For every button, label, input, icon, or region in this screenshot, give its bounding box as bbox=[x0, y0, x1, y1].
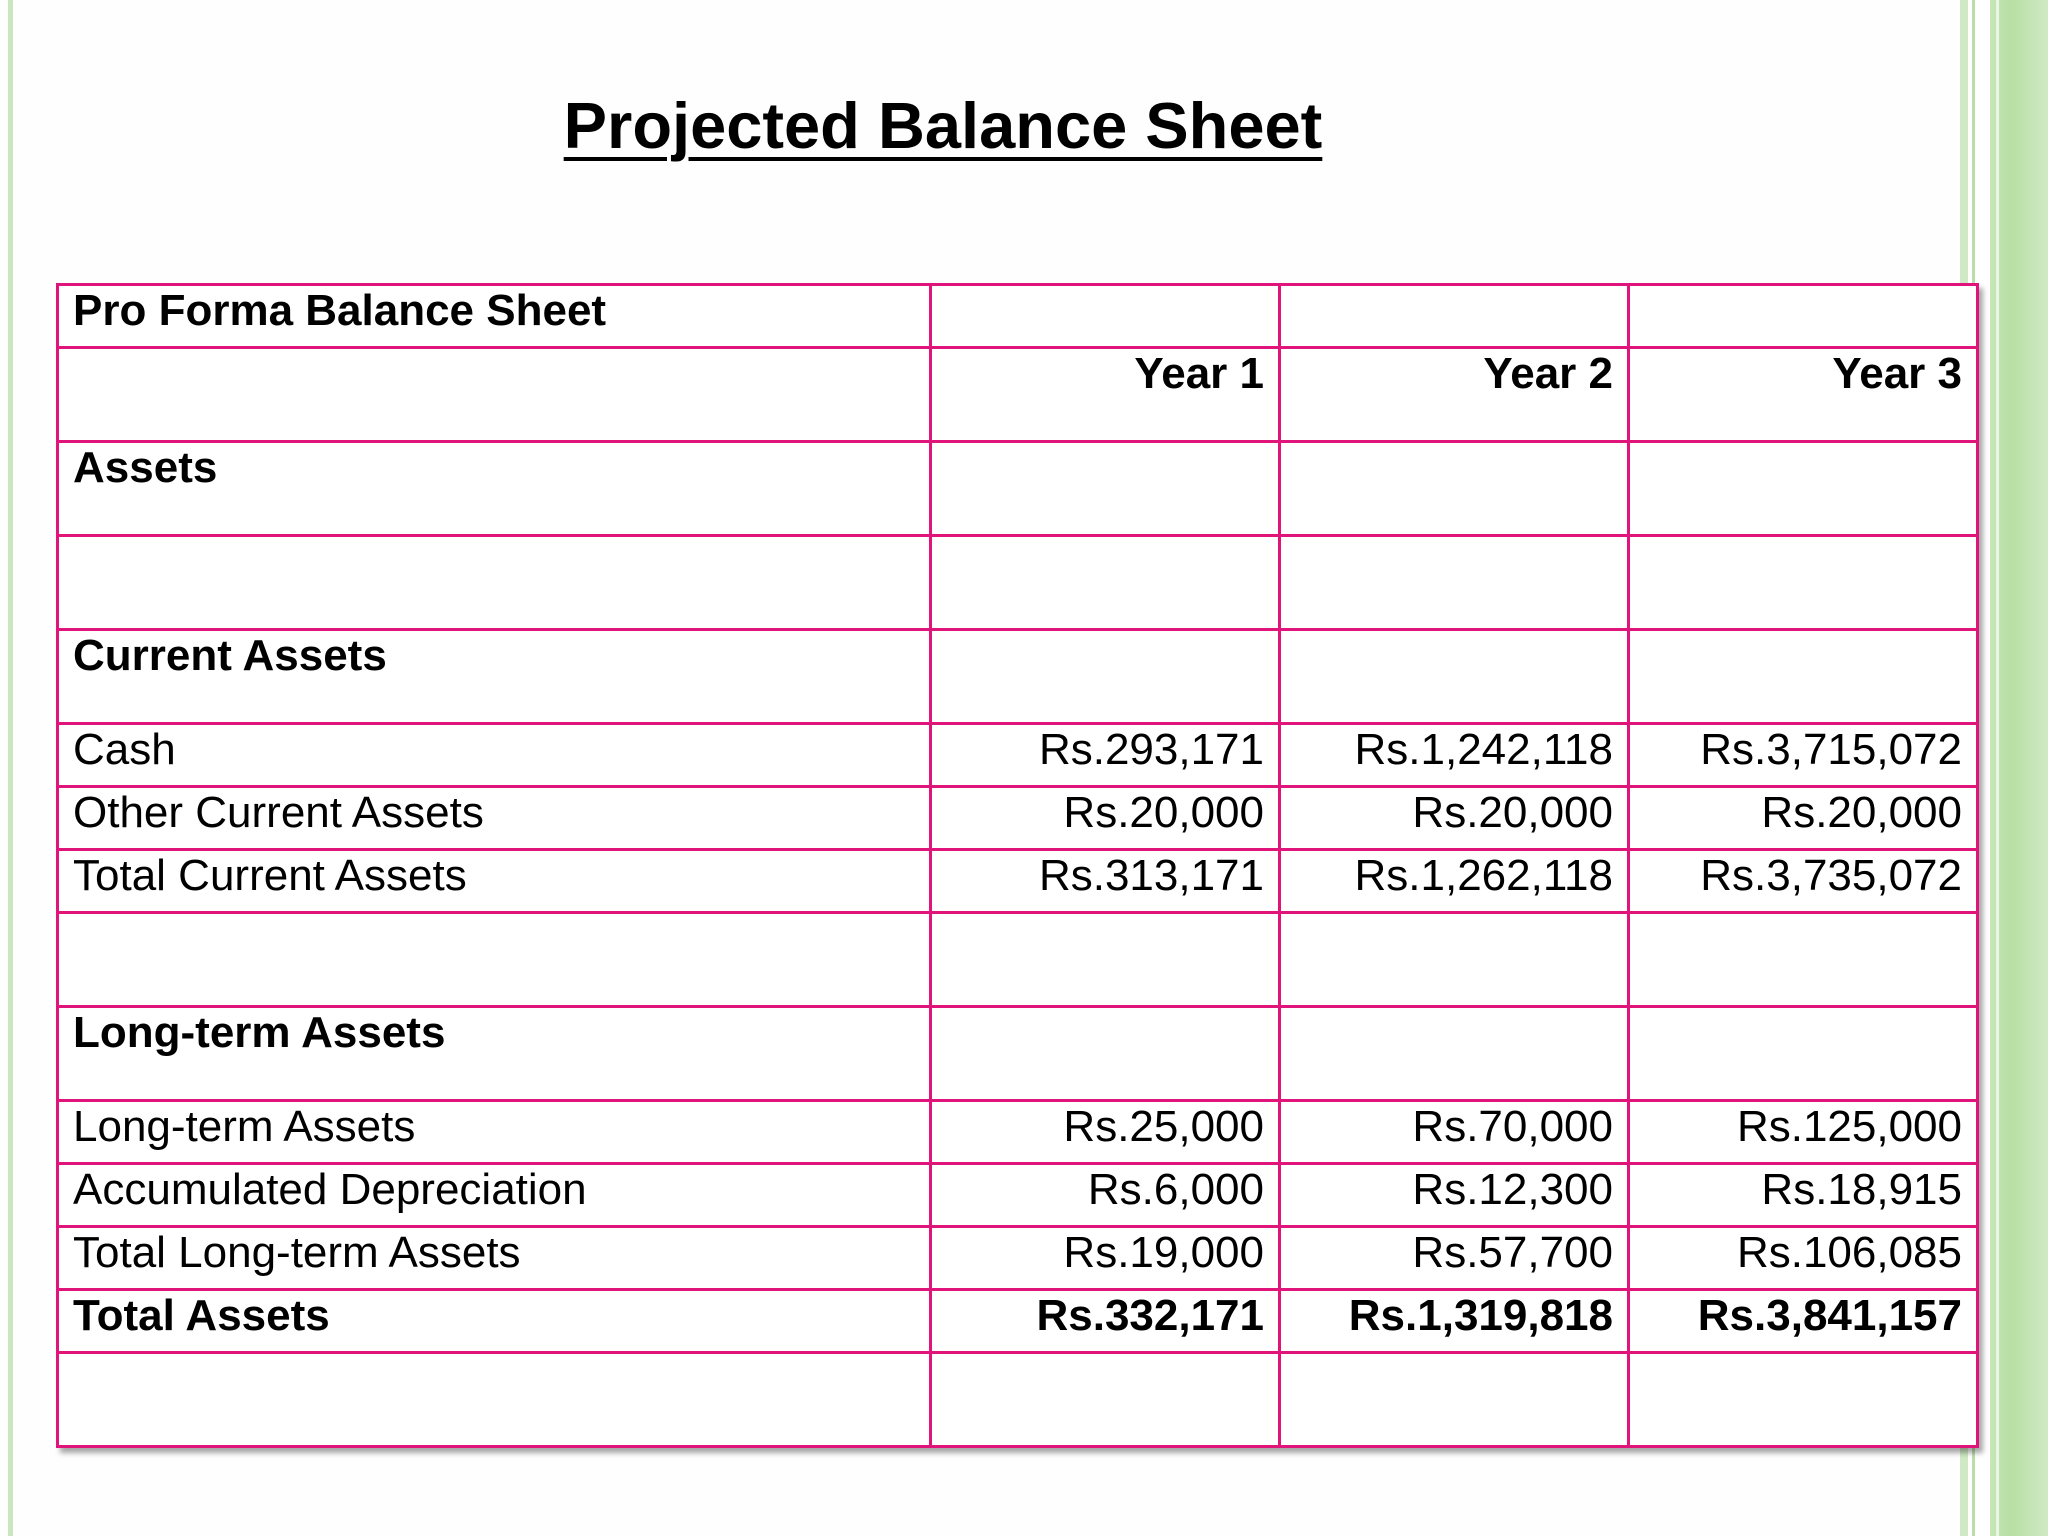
cell-year-3 bbox=[1629, 630, 1978, 724]
cell-year-1: Rs.25,000 bbox=[931, 1101, 1280, 1164]
cell-year-3 bbox=[1629, 913, 1978, 1007]
column-header-year-2: Year 2 bbox=[1280, 348, 1629, 442]
cell-year-3 bbox=[1629, 1007, 1978, 1101]
table-caption-row bbox=[58, 285, 1978, 348]
cell-year-1 bbox=[931, 630, 1280, 724]
cell-year-1 bbox=[931, 536, 1280, 630]
cell-year-3 bbox=[1629, 1353, 1978, 1447]
table-row-total-long-term-assets bbox=[58, 1227, 1978, 1290]
right-stripe-4 bbox=[1996, 0, 1999, 1536]
table-row-accumulated-depreciation bbox=[58, 1164, 1978, 1227]
empty-cell bbox=[1629, 285, 1978, 348]
cell-year-2: Rs.1,242,118 bbox=[1280, 724, 1629, 787]
cell-year-3 bbox=[1629, 442, 1978, 536]
cell-year-3: Rs.3,735,072 bbox=[1629, 850, 1978, 913]
cell-year-2 bbox=[1280, 442, 1629, 536]
row-label bbox=[58, 536, 931, 630]
cell-year-3: Rs.3,715,072 bbox=[1629, 724, 1978, 787]
cell-year-1: Rs.293,171 bbox=[931, 724, 1280, 787]
cell-year-3 bbox=[1629, 536, 1978, 630]
section-row-assets bbox=[58, 442, 1978, 536]
cell-year-2: Rs.70,000 bbox=[1280, 1101, 1629, 1164]
blank-row bbox=[58, 913, 1978, 1007]
cell-year-1 bbox=[931, 1007, 1280, 1101]
row-label: Total Assets bbox=[58, 1290, 931, 1353]
cell-year-2: Rs.20,000 bbox=[1280, 787, 1629, 850]
row-label: Long-term Assets bbox=[58, 1007, 931, 1101]
row-label: Accumulated Depreciation bbox=[58, 1164, 931, 1227]
row-label: Total Long-term Assets bbox=[58, 1227, 931, 1290]
balance-sheet-table bbox=[56, 283, 1979, 1448]
cell-year-2 bbox=[1280, 913, 1629, 1007]
row-label bbox=[58, 1353, 931, 1447]
row-label: Current Assets bbox=[58, 630, 931, 724]
table-row-total-current-assets bbox=[58, 850, 1978, 913]
row-label: Other Current Assets bbox=[58, 787, 931, 850]
cell-year-2: Rs.1,262,118 bbox=[1280, 850, 1629, 913]
cell-year-1 bbox=[931, 442, 1280, 536]
cell-year-1 bbox=[931, 1353, 1280, 1447]
cell-year-2 bbox=[1280, 1007, 1629, 1101]
row-label: Assets bbox=[58, 442, 931, 536]
table-row-total-assets bbox=[58, 1290, 1978, 1353]
cell-year-1 bbox=[931, 913, 1280, 1007]
cell-year-2: Rs.1,319,818 bbox=[1280, 1290, 1629, 1353]
table-row-other-current-assets bbox=[58, 787, 1978, 850]
table-row-cash bbox=[58, 724, 1978, 787]
cell-year-1: Rs.20,000 bbox=[931, 787, 1280, 850]
cell-year-2 bbox=[1280, 1353, 1629, 1447]
blank-row bbox=[58, 1353, 1978, 1447]
cell-year-3: Rs.18,915 bbox=[1629, 1164, 1978, 1227]
left-decorative-stripe bbox=[8, 0, 13, 1536]
page-title: Projected Balance Sheet bbox=[563, 89, 1323, 162]
cell-year-1: Rs.6,000 bbox=[931, 1164, 1280, 1227]
empty-cell bbox=[1280, 285, 1629, 348]
cell-year-3: Rs.125,000 bbox=[1629, 1101, 1978, 1164]
cell-year-1: Rs.313,171 bbox=[931, 850, 1280, 913]
cell-year-1: Rs.332,171 bbox=[931, 1290, 1280, 1353]
row-label: Cash bbox=[58, 724, 931, 787]
cell-year-3: Rs.106,085 bbox=[1629, 1227, 1978, 1290]
cell-year-1: Rs.19,000 bbox=[931, 1227, 1280, 1290]
cell-year-3: Rs.3,841,157 bbox=[1629, 1290, 1978, 1353]
cell-year-2 bbox=[1280, 536, 1629, 630]
section-row-current-assets bbox=[58, 630, 1978, 724]
column-header-year-1: Year 1 bbox=[931, 348, 1280, 442]
column-header-year-3: Year 3 bbox=[1629, 348, 1978, 442]
row-label: Long-term Assets bbox=[58, 1101, 931, 1164]
row-label bbox=[58, 913, 931, 1007]
cell-year-2: Rs.57,700 bbox=[1280, 1227, 1629, 1290]
section-row-long-term-assets bbox=[58, 1007, 1978, 1101]
table-row-long-term-assets bbox=[58, 1101, 1978, 1164]
table-caption: Pro Forma Balance Sheet bbox=[58, 285, 931, 348]
blank-row bbox=[58, 536, 1978, 630]
empty-cell bbox=[931, 285, 1280, 348]
empty-cell bbox=[58, 348, 931, 442]
cell-year-2: Rs.12,300 bbox=[1280, 1164, 1629, 1227]
cell-year-2 bbox=[1280, 630, 1629, 724]
column-header-row bbox=[58, 348, 1978, 442]
row-label: Total Current Assets bbox=[58, 850, 931, 913]
cell-year-3: Rs.20,000 bbox=[1629, 787, 1978, 850]
